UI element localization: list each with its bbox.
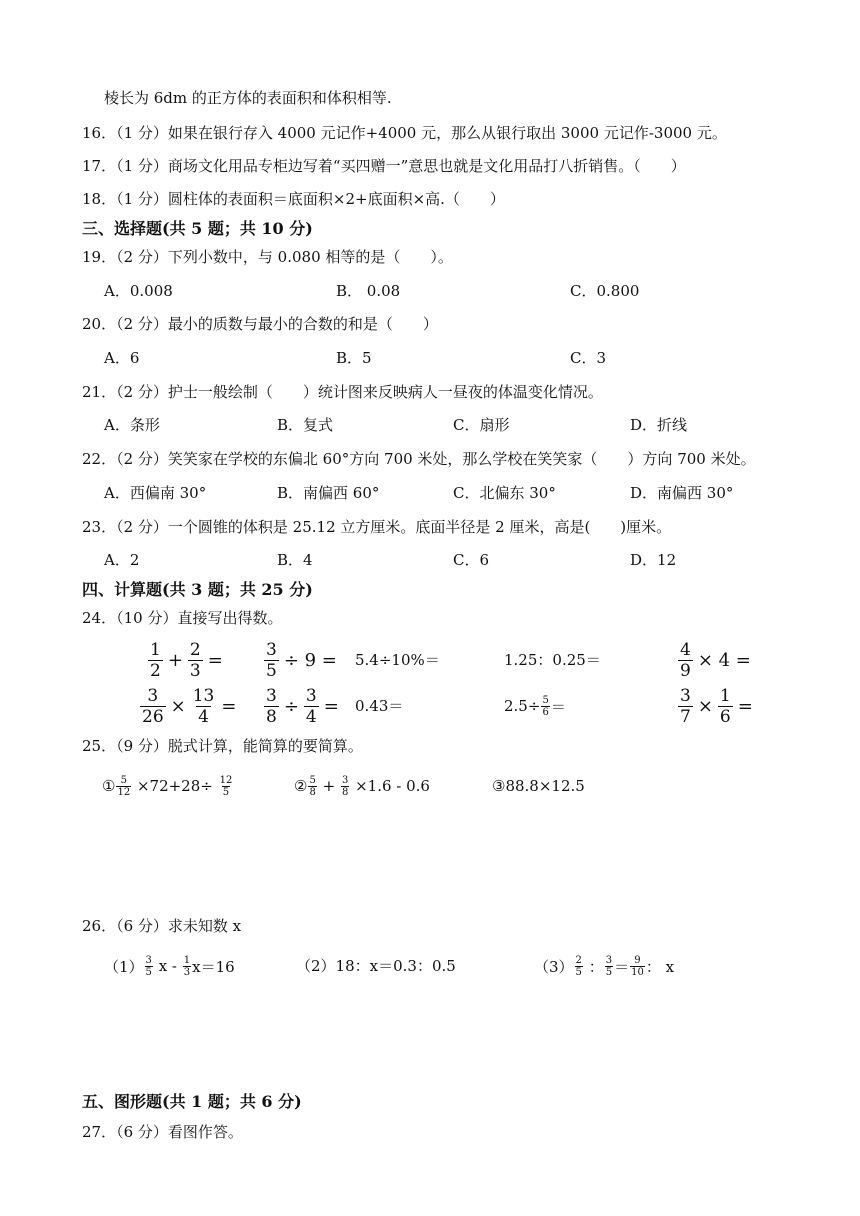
question-17: 17．（1 分）商场文化用品专柜边写着“买四赠一”意思也就是文化用品打八折销售。（ ） [82, 157, 686, 175]
question-20-stem: 20．（2 分）最小的质数与最小的合数的和是（ ） [82, 315, 438, 333]
q26-part-3: （3） 2 5 ： 3 5 ＝ 9 10 ： x [534, 954, 675, 978]
fraction: 3 5 [605, 954, 613, 978]
q26-part-1: （1） 3 5 x - 1 3 x＝16 [104, 954, 235, 978]
section-5-title: 五、图形题(共 1 题；共 6 分) [82, 1092, 302, 1111]
q20-option-c: C．3 [570, 349, 607, 367]
fraction: $\frac{3}{8}$ [266, 685, 277, 727]
q22-option-d: D．南偏西 30° [630, 484, 734, 502]
fraction: $\frac{2}{3}$ [189, 639, 201, 681]
q23-option-b: B．4 [277, 551, 313, 569]
question-24-stem: 24．（10 分）直接写出得数。 [82, 609, 283, 627]
fraction: $\frac{5}{12}$ [117, 774, 131, 798]
q19-option-b: B． 0.08 [336, 282, 401, 300]
fraction: 1 3 [183, 954, 191, 978]
fraction: $\frac{3}{5}$ [266, 639, 277, 681]
q20-option-b: B．5 [336, 349, 372, 367]
fraction: $\frac{3}{26}$ [142, 685, 164, 727]
fraction: $\frac{3}{7}$ [680, 685, 691, 727]
fraction: $\frac{1}{6}$ [719, 685, 731, 727]
question-16: 16．（1 分）如果在银行存入 4000 元记作+4000 元，那么从银行取出 3000 元记作-3000 元。 [82, 124, 727, 142]
q22-option-b: B．南偏西 60° [277, 484, 380, 502]
fraction: 2 5 [575, 954, 582, 978]
q26-part-2: （2）18：x＝0.3：0.5 [296, 957, 456, 975]
question-23-stem: 23．（2 分）一个圆锥的体积是 25.12 立方厘米。底面半径是 2 厘米，高是( )厘米。 [82, 518, 672, 536]
question-21-stem: 21．（2 分）护士一般绘制（ ）统计图来反映病人一昼夜的体温变化情况。 [82, 383, 603, 401]
fraction: 5 8 [309, 774, 316, 798]
q21-option-a: A．条形 [104, 416, 160, 434]
section-4-title: 四、计算题(共 3 题；共 25 分) [82, 580, 313, 599]
q25-part-1: ① $\frac{5}{12}$ ×72+28÷ $\frac{12}{5}$ [102, 774, 233, 798]
fraction: 3 5 [145, 954, 152, 978]
q24-r2-expr-e: $\frac{3}{7}$ × $\frac{1}{6}$ = [680, 685, 753, 727]
q24-r1-expr-a: $\frac{1}{2}$ + $\frac{2}{3}$ = [150, 639, 223, 681]
q21-option-d: D．折线 [630, 416, 688, 434]
q20-option-a: A．6 [104, 349, 140, 367]
section-3-title: 三、选择题(共 5 题；共 10 分) [82, 219, 313, 238]
fraction: 9 10 [631, 954, 644, 978]
fraction: $\frac{3}{8}$ [341, 774, 349, 798]
q24-r2-expr-b: $\frac{3}{8}$ ÷ $\frac{3}{4}$ = [266, 685, 339, 727]
question-19-stem: 19．（2 分）下列小数中，与 0.080 相等的是（ ）。 [82, 248, 453, 266]
fraction: $\frac{13}{4}$ [192, 685, 215, 727]
q21-option-c: C．扇形 [453, 416, 510, 434]
question-22-stem: 22．（2 分）笑笑家在学校的东偏北 60°方向 700 米处，那么学校在笑笑家（ ）方向 700 米处。 [82, 450, 756, 468]
q24-r1-expr-e: $\frac{4}{9}$ × 4 = [680, 639, 751, 681]
q15-continuation: 棱长为 6dm 的正方体的表面积和体积相等. [104, 89, 392, 107]
q24-r1-expr-d: 1.25：0.25＝ [504, 651, 601, 669]
q23-option-d: D．12 [630, 551, 677, 569]
fraction: $\frac{4}{9}$ [680, 639, 691, 681]
fraction: $\frac{12}{5}$ [219, 774, 233, 798]
q24-r1-expr-b: $\frac{3}{5}$ ÷ 9 = [266, 639, 337, 681]
q25-part-2: ② 5 8 + $\frac{3}{8}$ ×1.6 - 0.6 [294, 774, 430, 798]
q24-r2-expr-a: $\frac{3}{26}$ × $\frac{13}{4}$ = [142, 685, 237, 727]
q22-option-c: C．北偏东 30° [453, 484, 556, 502]
q23-option-a: A．2 [104, 551, 140, 569]
question-27-stem: 27．（6 分）看图作答。 [82, 1123, 243, 1141]
fraction: $\frac{1}{2}$ [150, 639, 161, 681]
q23-option-c: C．6 [453, 551, 490, 569]
q24-r2-expr-c: 0.43＝ [355, 697, 404, 715]
q24-r1-expr-c: 5.4÷10%＝ [355, 651, 440, 669]
fraction: $\frac{5}{6}$ [542, 694, 549, 718]
q21-option-b: B．复式 [277, 416, 334, 434]
q19-option-c: C．0.800 [570, 282, 640, 300]
q19-option-a: A．0.008 [104, 282, 173, 300]
question-18: 18．（1 分）圆柱体的表面积＝底面积×2+底面积×高.（ ） [82, 190, 505, 208]
q22-option-a: A．西偏南 30° [104, 484, 207, 502]
fraction: $\frac{3}{4}$ [305, 685, 317, 727]
question-26-stem: 26．（6 分）求未知数 x [82, 917, 242, 935]
question-25-stem: 25．（9 分）脱式计算，能简算的要简算。 [82, 737, 363, 755]
q24-r2-expr-d: 2.5÷ $\frac{5}{6}$ ＝ [504, 694, 566, 718]
q25-part-3: ③88.8×12.5 [492, 777, 585, 795]
